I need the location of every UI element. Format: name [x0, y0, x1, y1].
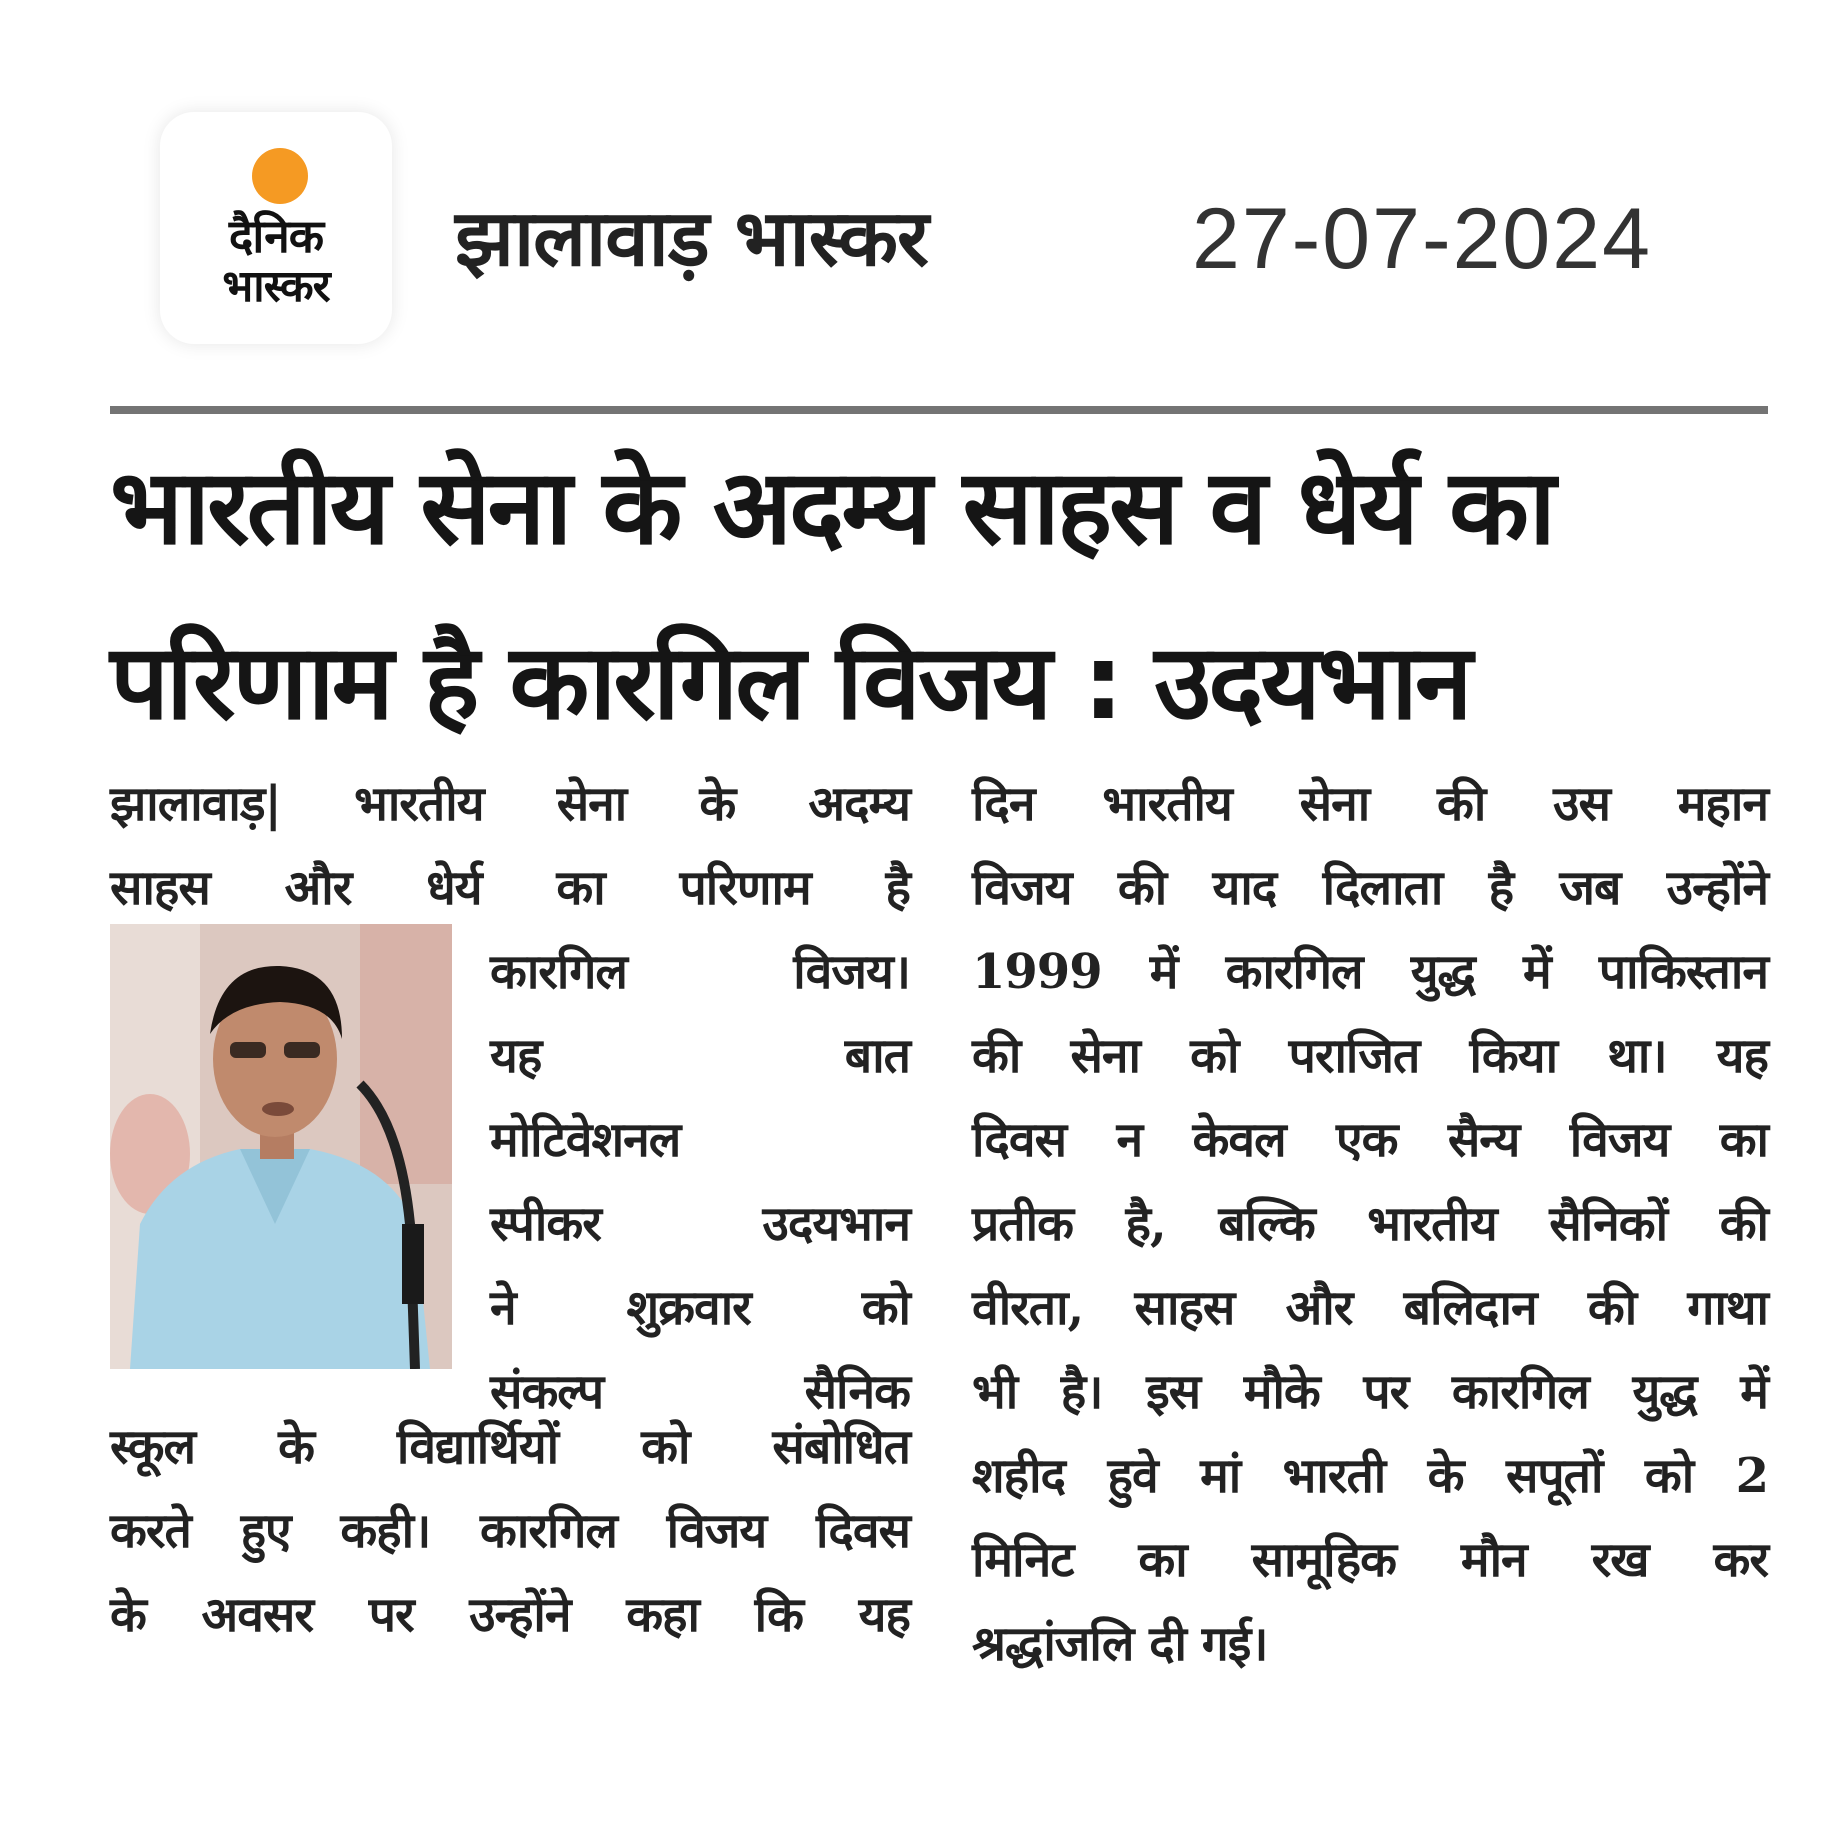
article-left-top — [110, 762, 910, 930]
article-left-bottom — [110, 1405, 910, 1657]
logo-text-line1: दैनिक — [228, 209, 324, 263]
speaker-photo-image — [110, 924, 452, 1369]
article-line: स्कूल के विद्यार्थियों को संबोधित — [110, 1419, 910, 1475]
article-line: करते हुए कही। कारगिल विजय दिवस — [110, 1503, 910, 1559]
speaker-photo — [110, 924, 452, 1369]
article-line: के अवसर पर उन्होंने कहा कि यह — [110, 1587, 910, 1643]
article-line: दिन भारतीय सेना की उस महान — [972, 776, 1768, 832]
article-line: कारगिल विजय। — [490, 944, 910, 1000]
sun-logo-icon — [252, 148, 308, 204]
article-line: विजय की याद दिलाता है जब उन्होंने — [972, 860, 1768, 916]
article-line: यह बात — [490, 1028, 910, 1084]
article-line: ने शुक्रवार को — [490, 1280, 910, 1336]
article-line: प्रतीक है, बल्कि भारतीय सैनिकों की — [972, 1196, 1768, 1252]
article-line: की सेना को पराजित किया था। यह — [972, 1028, 1768, 1084]
article-line: श्रद्धांजलि दी गई। — [972, 1616, 1268, 1672]
article-line: मिनिट का सामूहिक मौन रख कर — [972, 1532, 1768, 1588]
headline-line-1: भारतीय सेना के अदम्य साहस व धेर्य का — [110, 446, 1553, 568]
publication-date: 27-07-2024 — [1192, 191, 1652, 287]
newspaper-logo — [160, 112, 392, 344]
header-divider — [110, 406, 1768, 414]
article-line: स्पीकर उदयभान — [490, 1196, 910, 1252]
article-left-mid — [490, 930, 910, 1434]
article-line: साहस और धेर्य का परिणाम है — [110, 860, 910, 916]
article-right-column — [972, 762, 1768, 1686]
article-line: मोटिवेशनल — [490, 1112, 681, 1168]
logo-text-line2: भास्कर — [222, 261, 330, 312]
article-line: भी है। इस मौके पर कारगिल युद्ध में — [972, 1364, 1768, 1420]
article-line: दिवस न केवल एक सैन्य विजय का — [972, 1112, 1768, 1168]
headline-line-2: परिणाम है कारगिल विजय : उदयभान — [110, 621, 1470, 743]
article-line: संकल्प सैनिक — [490, 1364, 910, 1420]
article-line: वीरता, साहस और बलिदान की गाथा — [972, 1280, 1768, 1336]
article-line: झालावाड़| भारतीय सेना के अदम्य — [110, 776, 910, 832]
article-line: 1999 में कारगिल युद्ध में पाकिस्तान — [972, 944, 1768, 1000]
article-line: शहीद हुवे मां भारती के सपूतों को 2 — [972, 1448, 1768, 1504]
edition-name: झालावाड़ भास्कर — [455, 194, 928, 284]
